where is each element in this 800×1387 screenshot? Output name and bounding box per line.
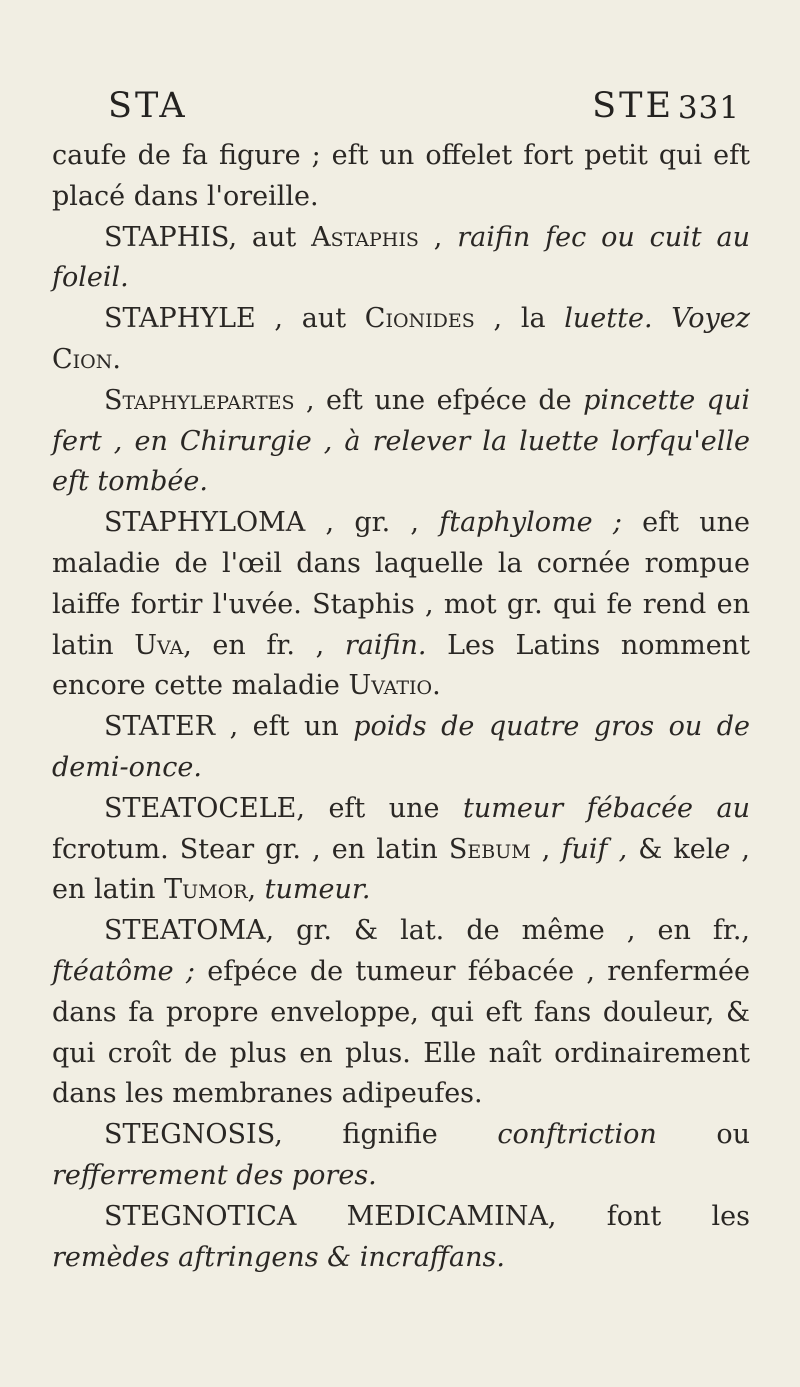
entry-stegnosis bbox=[52, 1115, 750, 1197]
entry-text: , font les bbox=[547, 1200, 750, 1232]
entry-text: , eft un bbox=[215, 711, 354, 743]
entry-text: , la bbox=[474, 303, 565, 335]
entry-steatocele bbox=[52, 789, 750, 911]
entry-text: , gr. & lat. de même , en fr., bbox=[265, 915, 750, 947]
headword: Staphylepartes bbox=[104, 384, 295, 416]
italic-definition: poids de quatre gros ou de demi-once. bbox=[52, 711, 751, 783]
header-left-guide-word: STA bbox=[108, 86, 188, 126]
entry-continuation bbox=[52, 136, 750, 218]
italic-definition: fuif , bbox=[561, 833, 628, 865]
headword: STAPHIS bbox=[104, 221, 229, 253]
headword: STEATOCELE bbox=[104, 792, 297, 824]
dictionary-text bbox=[52, 136, 750, 1278]
entry-text: caufe de fa figure ; eft un offelet fort petit qui eft placé dans l'oreille. bbox=[52, 140, 750, 212]
italic-definition: raifin. bbox=[344, 629, 427, 661]
headword: STAPHYLE bbox=[104, 303, 256, 335]
entry-text: & kel bbox=[627, 833, 715, 865]
entry-text: fcrotum. Stear gr. , en latin bbox=[52, 833, 449, 865]
small-caps-term: Uvatio. bbox=[348, 670, 441, 702]
italic-definition: tumeur fébacée au bbox=[463, 792, 750, 824]
entry-text: Les Latins nomment encore cette maladie bbox=[52, 629, 750, 702]
entry-staphylepartes bbox=[52, 381, 750, 503]
entry-text: , en latin bbox=[52, 833, 750, 906]
entry-text: , en fr. , bbox=[183, 629, 345, 661]
entry-text: , fignifie bbox=[274, 1119, 498, 1151]
running-header bbox=[108, 86, 740, 136]
small-caps-term: Astaphis bbox=[311, 221, 419, 253]
entry-text: , bbox=[530, 833, 562, 865]
entry-text: , eft une bbox=[296, 792, 463, 824]
page-number: 331 bbox=[677, 90, 740, 126]
entry-text: efpéce de tumeur fébacée , renfermée dans fa propre enveloppe, qui eft fans douleur, & qui croît de plus en plus. Elle naît ordinairement dans les membranes adipeufes. bbox=[52, 955, 750, 1110]
small-caps-term: Sebum bbox=[448, 833, 531, 865]
italic-definition: refferrement des pores. bbox=[52, 1159, 377, 1191]
entry-text: , aut bbox=[228, 221, 312, 253]
headword: STEGNOSIS bbox=[104, 1119, 275, 1151]
entry-staphyle bbox=[52, 299, 750, 381]
headword: STATER bbox=[104, 711, 216, 743]
entry-text: , bbox=[418, 221, 458, 253]
entry-text: , eft une efpéce de bbox=[294, 384, 584, 416]
cross-reference: Cion. bbox=[52, 343, 121, 375]
entry-text: , gr. , bbox=[305, 507, 440, 539]
italic-definition: pincette qui fert , en Chirurgie , à relever la luette lorfqu'elle eft tombée. bbox=[52, 384, 750, 498]
entry-stater bbox=[52, 707, 750, 789]
entry-steatoma bbox=[52, 911, 750, 1115]
entry-text: , bbox=[247, 874, 265, 906]
entry-text: ou bbox=[656, 1119, 750, 1151]
italic-definition: ftaphylome ; bbox=[439, 507, 622, 539]
small-caps-term: Uva bbox=[134, 629, 184, 661]
italic-definition: luette. Voyez bbox=[564, 303, 750, 335]
header-right-guide-word: STE bbox=[592, 86, 674, 126]
italic-definition: ftéatôme ; bbox=[52, 955, 195, 987]
small-caps-term: Cionides bbox=[364, 303, 475, 335]
small-caps-term: Tumor bbox=[164, 874, 248, 906]
italic-definition: tumeur. bbox=[264, 874, 371, 906]
italic-definition: remèdes aftringens & incraffans. bbox=[52, 1241, 505, 1273]
headword: STAPHYLOMA bbox=[104, 507, 306, 539]
entry-staphis bbox=[52, 218, 750, 300]
entry-text: eft une maladie de l'œil dans laquelle la cornée rompue laiffe fortir l'uvée. Staphis , mot gr. qui fe rend en latin bbox=[52, 507, 750, 661]
italic-definition: raifin fec ou cuit au foleil. bbox=[52, 221, 751, 294]
headword: STEGNOTICA MEDICAMINA bbox=[104, 1200, 548, 1232]
headword: STEATOMA bbox=[104, 915, 266, 947]
italic-letter: e bbox=[714, 833, 731, 865]
entry-stegnotica-medicamina bbox=[52, 1197, 750, 1279]
entry-text: , aut bbox=[255, 303, 365, 335]
italic-definition: conftriction bbox=[497, 1119, 657, 1151]
entry-staphyloma bbox=[52, 503, 750, 707]
